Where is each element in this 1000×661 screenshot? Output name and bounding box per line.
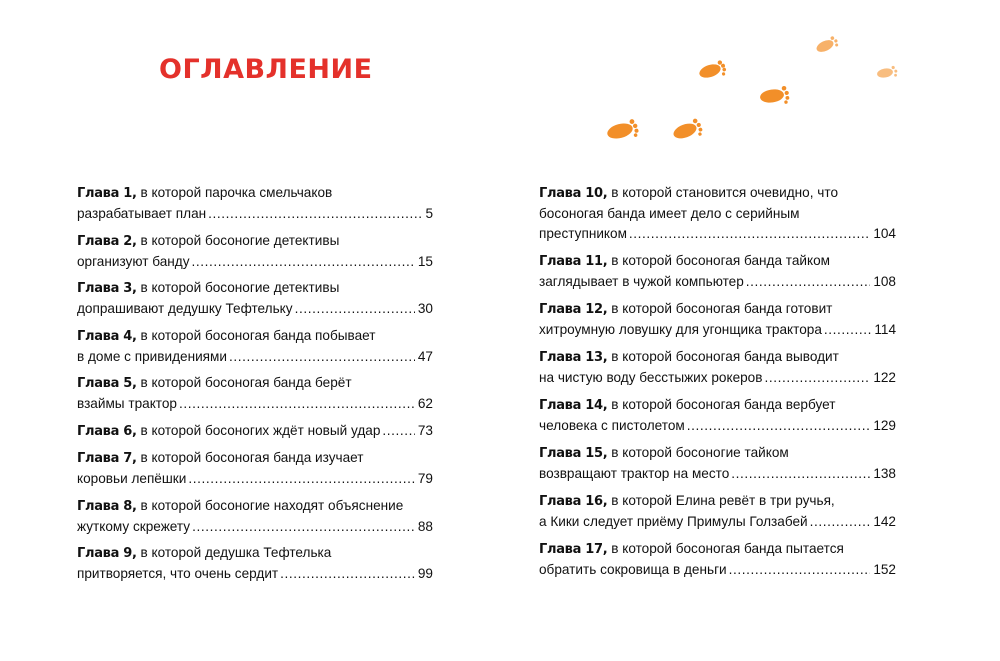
entry-text: организуют банду	[77, 253, 190, 269]
chapter-label: Глава 14,	[539, 398, 608, 413]
entry-text: притворяется, что очень сердит	[77, 566, 279, 581]
page-number: 62	[417, 396, 433, 411]
entry-text: в которой босоногая банда выводит	[607, 349, 839, 364]
page-number: 5	[425, 206, 433, 221]
toc-entry[interactable]	[539, 183, 896, 244]
entry-text: возвращают трактор на место	[539, 466, 730, 481]
chapter-label: Глава 10,	[539, 186, 608, 201]
entry-text: в которой босоногая банда берёт	[136, 375, 352, 390]
chapter-label: Глава 9,	[77, 546, 137, 561]
entry-text: человека с пистолетом	[539, 418, 685, 433]
chapter-label: Глава 3,	[77, 281, 137, 296]
entry-text: а Кики следует приёму Примулы Голзабей	[539, 514, 808, 529]
chapter-label: Глава 1,	[77, 186, 137, 201]
toc-entry[interactable]	[77, 543, 433, 584]
entry-text: в которой босоногая банда вербует	[607, 397, 836, 412]
dot-leader	[629, 224, 870, 244]
toc-entry[interactable]	[77, 326, 433, 367]
dot-leader	[229, 347, 415, 367]
dot-leader	[687, 416, 871, 436]
entry-text: босоногая банда имеет дело с серийным	[539, 206, 800, 221]
page-number: 47	[417, 348, 433, 364]
entry-text: в которой босоногая банда тайком	[607, 253, 831, 268]
toc-entry[interactable]	[539, 251, 896, 292]
page-number: 142	[873, 514, 896, 529]
entry-text: жуткому скрежету	[77, 518, 191, 534]
entry-text: хитроумную ловушку для угонщика трактора	[539, 322, 822, 337]
chapter-label: Глава 16,	[539, 494, 608, 509]
page-number: 30	[417, 301, 433, 316]
entry-text: в доме с привидениями	[77, 348, 227, 364]
toc-entry[interactable]	[77, 421, 433, 442]
toc-entry[interactable]	[539, 539, 896, 580]
toc-entry[interactable]	[539, 395, 896, 436]
toc-entry[interactable]	[539, 443, 896, 484]
toc-right-column	[539, 183, 896, 587]
page-number: 122	[873, 370, 896, 385]
chapter-label: Глава 5,	[77, 376, 137, 391]
dot-leader	[192, 252, 415, 272]
chapter-label: Глава 8,	[77, 498, 137, 514]
entry-text: в которой босоногие детективы	[136, 280, 340, 295]
page-number: 99	[417, 566, 433, 581]
page-number: 138	[873, 466, 896, 481]
entry-text: на чистую воду бесстыжих рокеров	[539, 370, 763, 385]
page-number: 79	[417, 471, 433, 486]
toc-left-column	[77, 183, 433, 591]
toc-entry[interactable]	[539, 347, 896, 388]
entry-text: в которой босоногие находят объяснение	[136, 497, 404, 513]
toc-entry[interactable]	[77, 373, 433, 414]
footprints-icon	[590, 28, 920, 158]
toc-entry[interactable]	[539, 299, 896, 340]
page-number: 15	[417, 253, 433, 269]
entry-text: коровьи лепёшки	[77, 471, 187, 486]
page-number: 104	[873, 226, 896, 241]
toc-entry[interactable]	[77, 448, 433, 489]
toc-entry[interactable]	[77, 183, 433, 224]
entry-text: в которой босоногая банда изучает	[136, 450, 364, 465]
entry-text: взаймы трактор	[77, 396, 177, 411]
entry-text: обратить сокровища в деньги	[539, 562, 727, 577]
entry-text: в которой босоногая банда побывает	[136, 327, 376, 343]
dot-leader	[824, 320, 871, 340]
entry-text: в которой босоногая банда готовит	[607, 301, 833, 316]
page-number: 129	[873, 418, 896, 433]
toc-entry[interactable]	[539, 491, 896, 532]
chapter-label: Глава 17,	[539, 542, 608, 557]
dot-leader	[731, 464, 870, 484]
entry-text: в которой босоногие тайком	[607, 445, 789, 460]
toc-entry[interactable]	[77, 496, 433, 537]
page-number: 152	[873, 562, 896, 577]
chapter-label: Глава 2,	[77, 233, 137, 249]
dot-leader	[192, 517, 415, 537]
entry-text: допрашивают дедушку Тефтельку	[77, 301, 293, 316]
entry-text: в которой босоногая банда пытается	[607, 541, 844, 556]
page-number: 114	[874, 322, 896, 337]
entry-text: преступником	[539, 226, 627, 241]
entry-text: в которой босоногих ждёт новый удар	[136, 422, 381, 438]
dot-leader	[295, 299, 415, 319]
dot-leader	[764, 368, 870, 388]
entry-text: в которой босоногие детективы	[136, 232, 340, 248]
dot-leader	[382, 421, 414, 441]
chapter-label: Глава 12,	[539, 302, 608, 317]
entry-text: разрабатывает план	[77, 206, 207, 221]
chapter-label: Глава 11,	[539, 254, 608, 269]
chapter-label: Глава 4,	[77, 328, 137, 344]
entry-text: в которой парочка смельчаков	[136, 185, 333, 200]
chapter-label: Глава 7,	[77, 451, 137, 466]
dot-leader	[810, 512, 871, 532]
dot-leader	[208, 204, 422, 224]
page-number: 88	[417, 518, 433, 534]
dot-leader	[280, 564, 415, 584]
dot-leader	[188, 469, 415, 489]
chapter-label: Глава 15,	[539, 446, 608, 461]
entry-text: в которой дедушка Тефтелька	[136, 545, 332, 560]
dot-leader	[179, 394, 415, 414]
chapter-label: Глава 6,	[77, 423, 137, 439]
toc-entry[interactable]	[77, 278, 433, 319]
dot-leader	[746, 272, 871, 292]
page-number: 73	[417, 422, 433, 438]
chapter-label: Глава 13,	[539, 350, 608, 365]
entry-text: заглядывает в чужой компьютер	[539, 274, 744, 289]
page-number: 108	[873, 274, 896, 289]
toc-entry[interactable]	[77, 231, 433, 272]
entry-text: в которой становится очевидно, что	[607, 185, 839, 200]
dot-leader	[729, 560, 871, 580]
entry-text: в которой Елина ревёт в три ручья,	[607, 493, 835, 508]
page-title: ОГЛАВЛЕНИЕ	[159, 54, 373, 85]
